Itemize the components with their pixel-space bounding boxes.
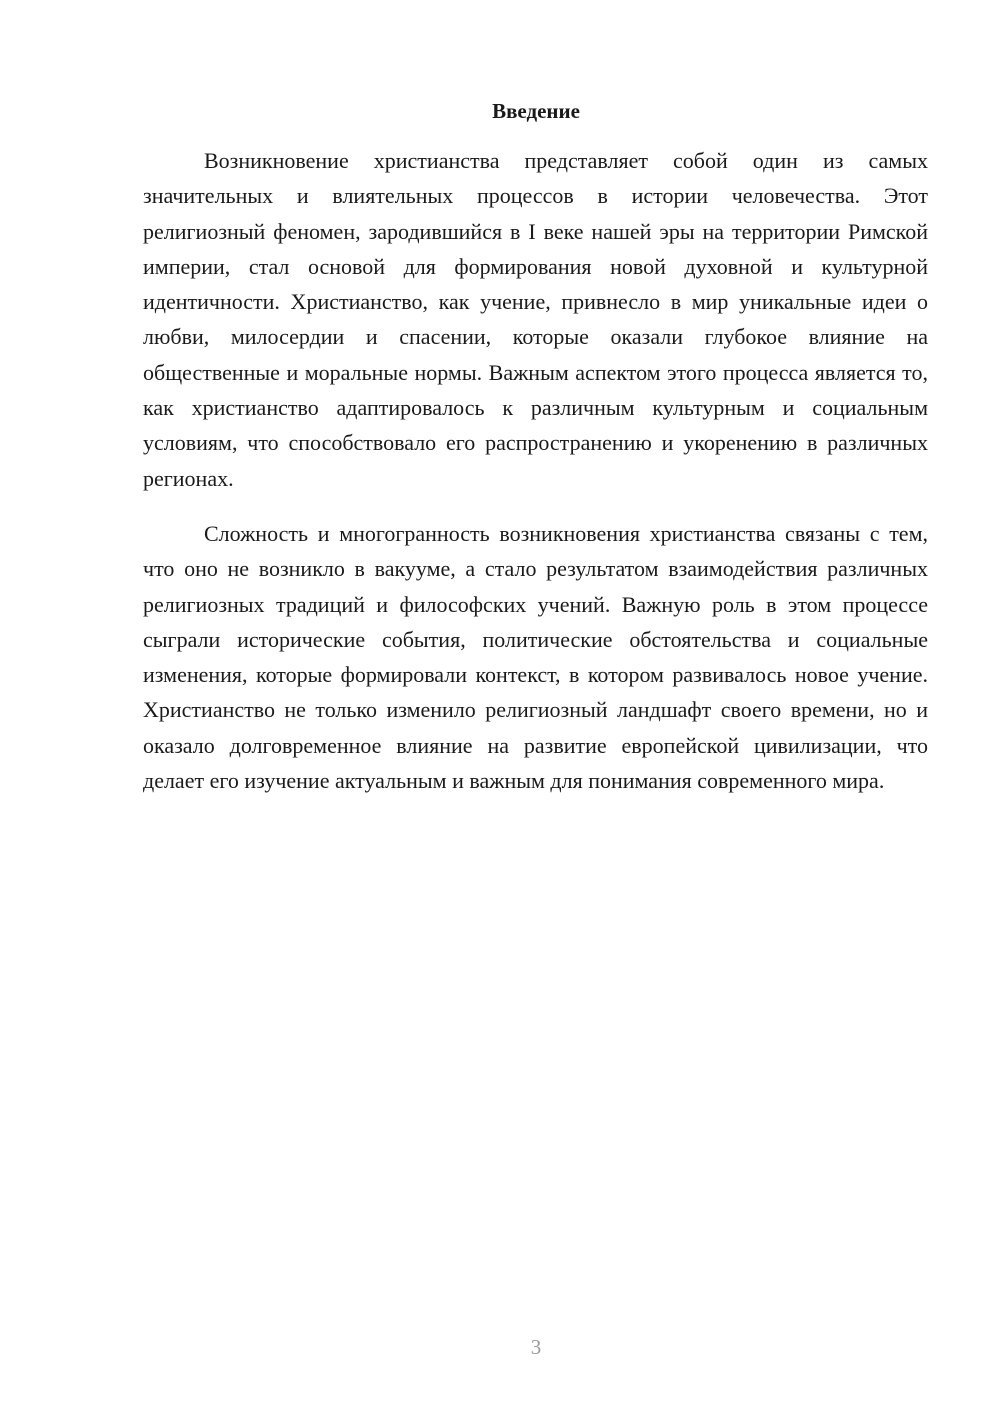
- page-number: 3: [530, 1335, 542, 1359]
- paragraph-1: Возникновение христианства представляет собой один из самых значительных и влиятельных процессов в истории человечества. Этот религиозный феномен, зародившийся в I веке нашей эры на территории Римской империи, стал основой для формирования новой духовной и культурной идентичности. Христианство, как учение, привнесло в мир уникальные идеи о любви, милосердии и спасении, которые оказали глубокое влияние на общественные и моральные нормы. Важным аспектом этого процесса является то, как христианство адаптировалось к различным культурным и социальным условиям, что способствовало его распространению и укоренению в различных регионах.: [143, 148, 928, 491]
- paragraph-2: Сложность и многогранность возникновения христианства связаны с тем, что оно не возникло в вакууме, а стало результатом взаимодействия различных религиозных традиций и философских учений. Важную роль в этом процессе сыграли исторические события, политические обстоятельства и социальные изменения, которые формировали контекст, в котором развивалось новое учение. Христианство не только изменило религиозный ландшафт своего времени, но и оказало долговременное влияние на развитие европейской цивилизации, что делает его изучение актуальным и важным для понимания современного мира.: [143, 521, 928, 794]
- section-title: Введение: [492, 99, 580, 123]
